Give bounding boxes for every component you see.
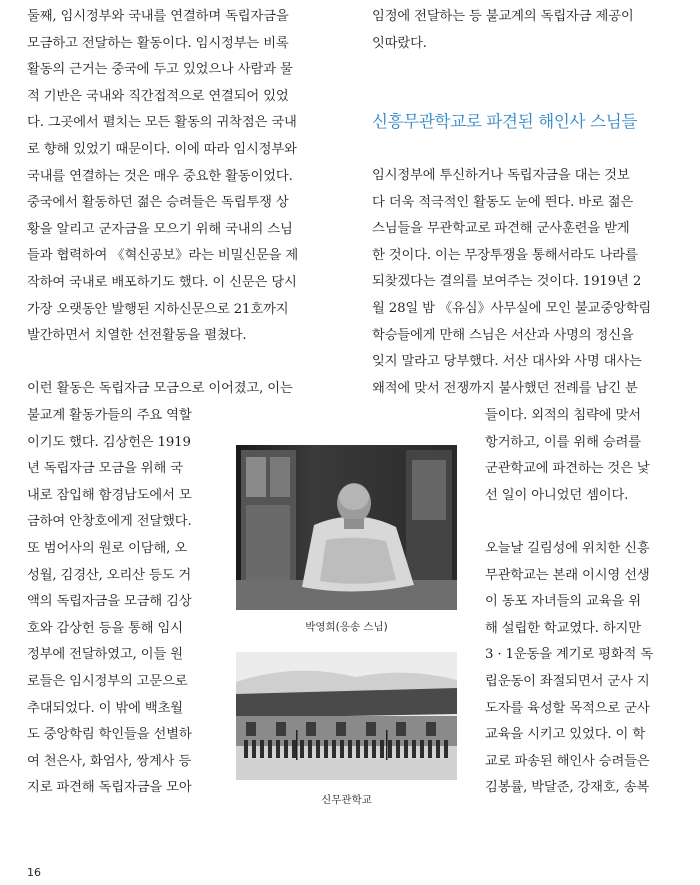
right-narrow-line: 무관학교는 본래 이시영 선생 xyxy=(485,567,650,583)
right-column-line: 학승들에게 만해 스님은 서산과 사명의 정신을 xyxy=(372,327,634,343)
right-narrow-line: 김봉률, 박달준, 강재호, 송복 xyxy=(485,780,650,796)
right-narrow-line: 3 · 1운동을 계기로 평화적 독 xyxy=(485,647,654,663)
right-narrow-line: 이 동포 자녀들의 교육을 위 xyxy=(485,594,641,610)
left-column-line: 중국에서 활동하던 젊은 승려들은 독립투쟁 상 xyxy=(27,195,289,211)
right-narrow-line: 해 설립한 학교였다. 하지만 xyxy=(485,620,641,636)
right-column-line: 한 것이다. 이는 무장투쟁을 통해서라도 나라를 xyxy=(372,247,638,263)
left-column-line: 성월, 김경산, 오리산 등도 거 xyxy=(27,567,192,583)
left-column-line: 로 향해 있었기 때문이다. 이에 따라 임시정부와 xyxy=(27,142,297,157)
right-narrow-line: 오늘날 길림성에 위치한 신흥 xyxy=(485,541,650,556)
right-narrow-line: 항거하고, 이를 위해 승려를 xyxy=(485,434,641,450)
left-column-line: 또 범어사의 원로 이담해, 오 xyxy=(27,541,188,556)
photo-caption-portrait: 박영희(응송 스님) xyxy=(305,621,388,633)
left-column-line: 추대되었다. 이 밖에 백초월 xyxy=(27,700,183,716)
left-column-line: 모금하고 전달하는 활동이다. 임시정부는 비록 xyxy=(27,35,289,51)
left-column-line: 불교계 활동가들의 주요 역할 xyxy=(27,408,192,423)
left-column-line: 이런 활동은 독립자금 모금으로 이어졌고, 이는 xyxy=(27,381,293,397)
photo-caption-school: 신무관학교 xyxy=(321,794,372,806)
right-narrow-line: 도자를 육성할 목적으로 군사 xyxy=(485,700,650,716)
left-column-line: 정부에 전달하였고, 이들 원 xyxy=(27,647,183,663)
left-column-line: 들과 협력하여 《혁신공보》라는 비밀신문을 제 xyxy=(27,248,299,264)
left-column-line: 가장 오랫동안 발행된 지하신문으로 21호까지 xyxy=(27,301,289,317)
left-column-line: 활동의 근거는 중국에 두고 있었으나 사람과 물 xyxy=(27,62,293,78)
right-column-line: 되찾겠다는 결의를 보여주는 것이다. 1919년 2 xyxy=(372,274,642,290)
right-narrow-line: 군관학교에 파견하는 것은 낯 xyxy=(485,461,650,477)
right-narrow-line: 교로 파송된 해인사 승려들은 xyxy=(485,753,650,769)
page-number: 16 xyxy=(27,866,41,879)
right-column-line: 월 28일 밤 《유심》사무실에 모인 불교중앙학림 xyxy=(372,301,652,316)
left-column-line: 황을 알리고 군자금을 모으기 위해 국내의 스님 xyxy=(27,221,293,237)
right-column-line: 왜적에 맞서 전쟁까지 불사했던 전례를 남긴 분 xyxy=(372,380,638,396)
right-column-line: 스님들을 무관학교로 파견해 군사훈련을 받게 xyxy=(372,221,630,237)
right-top-line: 임정에 전달하는 등 불교계의 독립자금 제공이 xyxy=(372,9,634,24)
left-column-line: 여 천은사, 화엄사, 쌍계사 등 xyxy=(27,753,192,769)
left-column-line: 둘째, 임시정부와 국내를 연결하며 독립자금을 xyxy=(27,9,289,24)
left-column-line: 년 독립자금 모금을 위해 국 xyxy=(27,461,183,477)
section-heading: 신흥무관학교로 파견된 해인사 스님들 xyxy=(372,112,638,131)
right-column-line: 다 더욱 적극적인 활동도 눈에 띈다. 바로 젊은 xyxy=(372,194,634,210)
right-narrow-line: 선 일이 아니었던 셈이다. xyxy=(485,487,629,503)
left-column-line: 액의 독립자금을 모금해 김상 xyxy=(27,594,192,610)
left-column-line: 금하여 안창호에게 전달했다. xyxy=(27,514,192,530)
right-column-line: 잊지 말라고 당부했다. 서산 대사와 사명 대사는 xyxy=(372,354,642,370)
left-column-line: 로들은 임시정부의 고문으로 xyxy=(27,674,188,689)
left-column-line: 다. 그곳에서 펼치는 모든 활동의 귀착점은 국내 xyxy=(27,115,297,131)
left-column-line: 내로 잠입해 함경남도에서 모 xyxy=(27,487,192,503)
left-column-line: 국내를 연결하는 것은 매우 중요한 활동이었다. xyxy=(27,168,293,184)
right-narrow-line: 립운동이 좌절되면서 군사 지 xyxy=(485,674,650,689)
school-photo xyxy=(236,652,457,780)
left-column-line: 호와 감상헌 등을 통해 임시 xyxy=(27,620,183,636)
right-narrow-line: 들이다. 외적의 침략에 맞서 xyxy=(485,408,641,423)
left-column-line: 적 기반은 국내와 직간접적으로 연결되어 있었 xyxy=(27,88,289,104)
right-narrow-line: 교육을 시키고 있었다. 이 학 xyxy=(485,727,646,743)
left-column-line: 발간하면서 치열한 선전활동을 펼쳤다. xyxy=(27,328,247,344)
monk-portrait-photo xyxy=(236,445,457,610)
left-column-line: 이기도 했다. 김상헌은 1919 xyxy=(27,434,191,450)
right-column-line: 임시정부에 투신하거나 독립자금을 대는 것보 xyxy=(372,168,630,183)
right-top-line: 잇따랐다. xyxy=(372,35,427,51)
left-column-line: 작하여 국내로 배포하기도 했다. 이 신문은 당시 xyxy=(27,275,297,290)
left-column-line: 도 중앙학림 학인들을 선별하 xyxy=(27,727,192,743)
left-column-line: 지로 파견해 독립자금을 모아 xyxy=(27,780,192,796)
